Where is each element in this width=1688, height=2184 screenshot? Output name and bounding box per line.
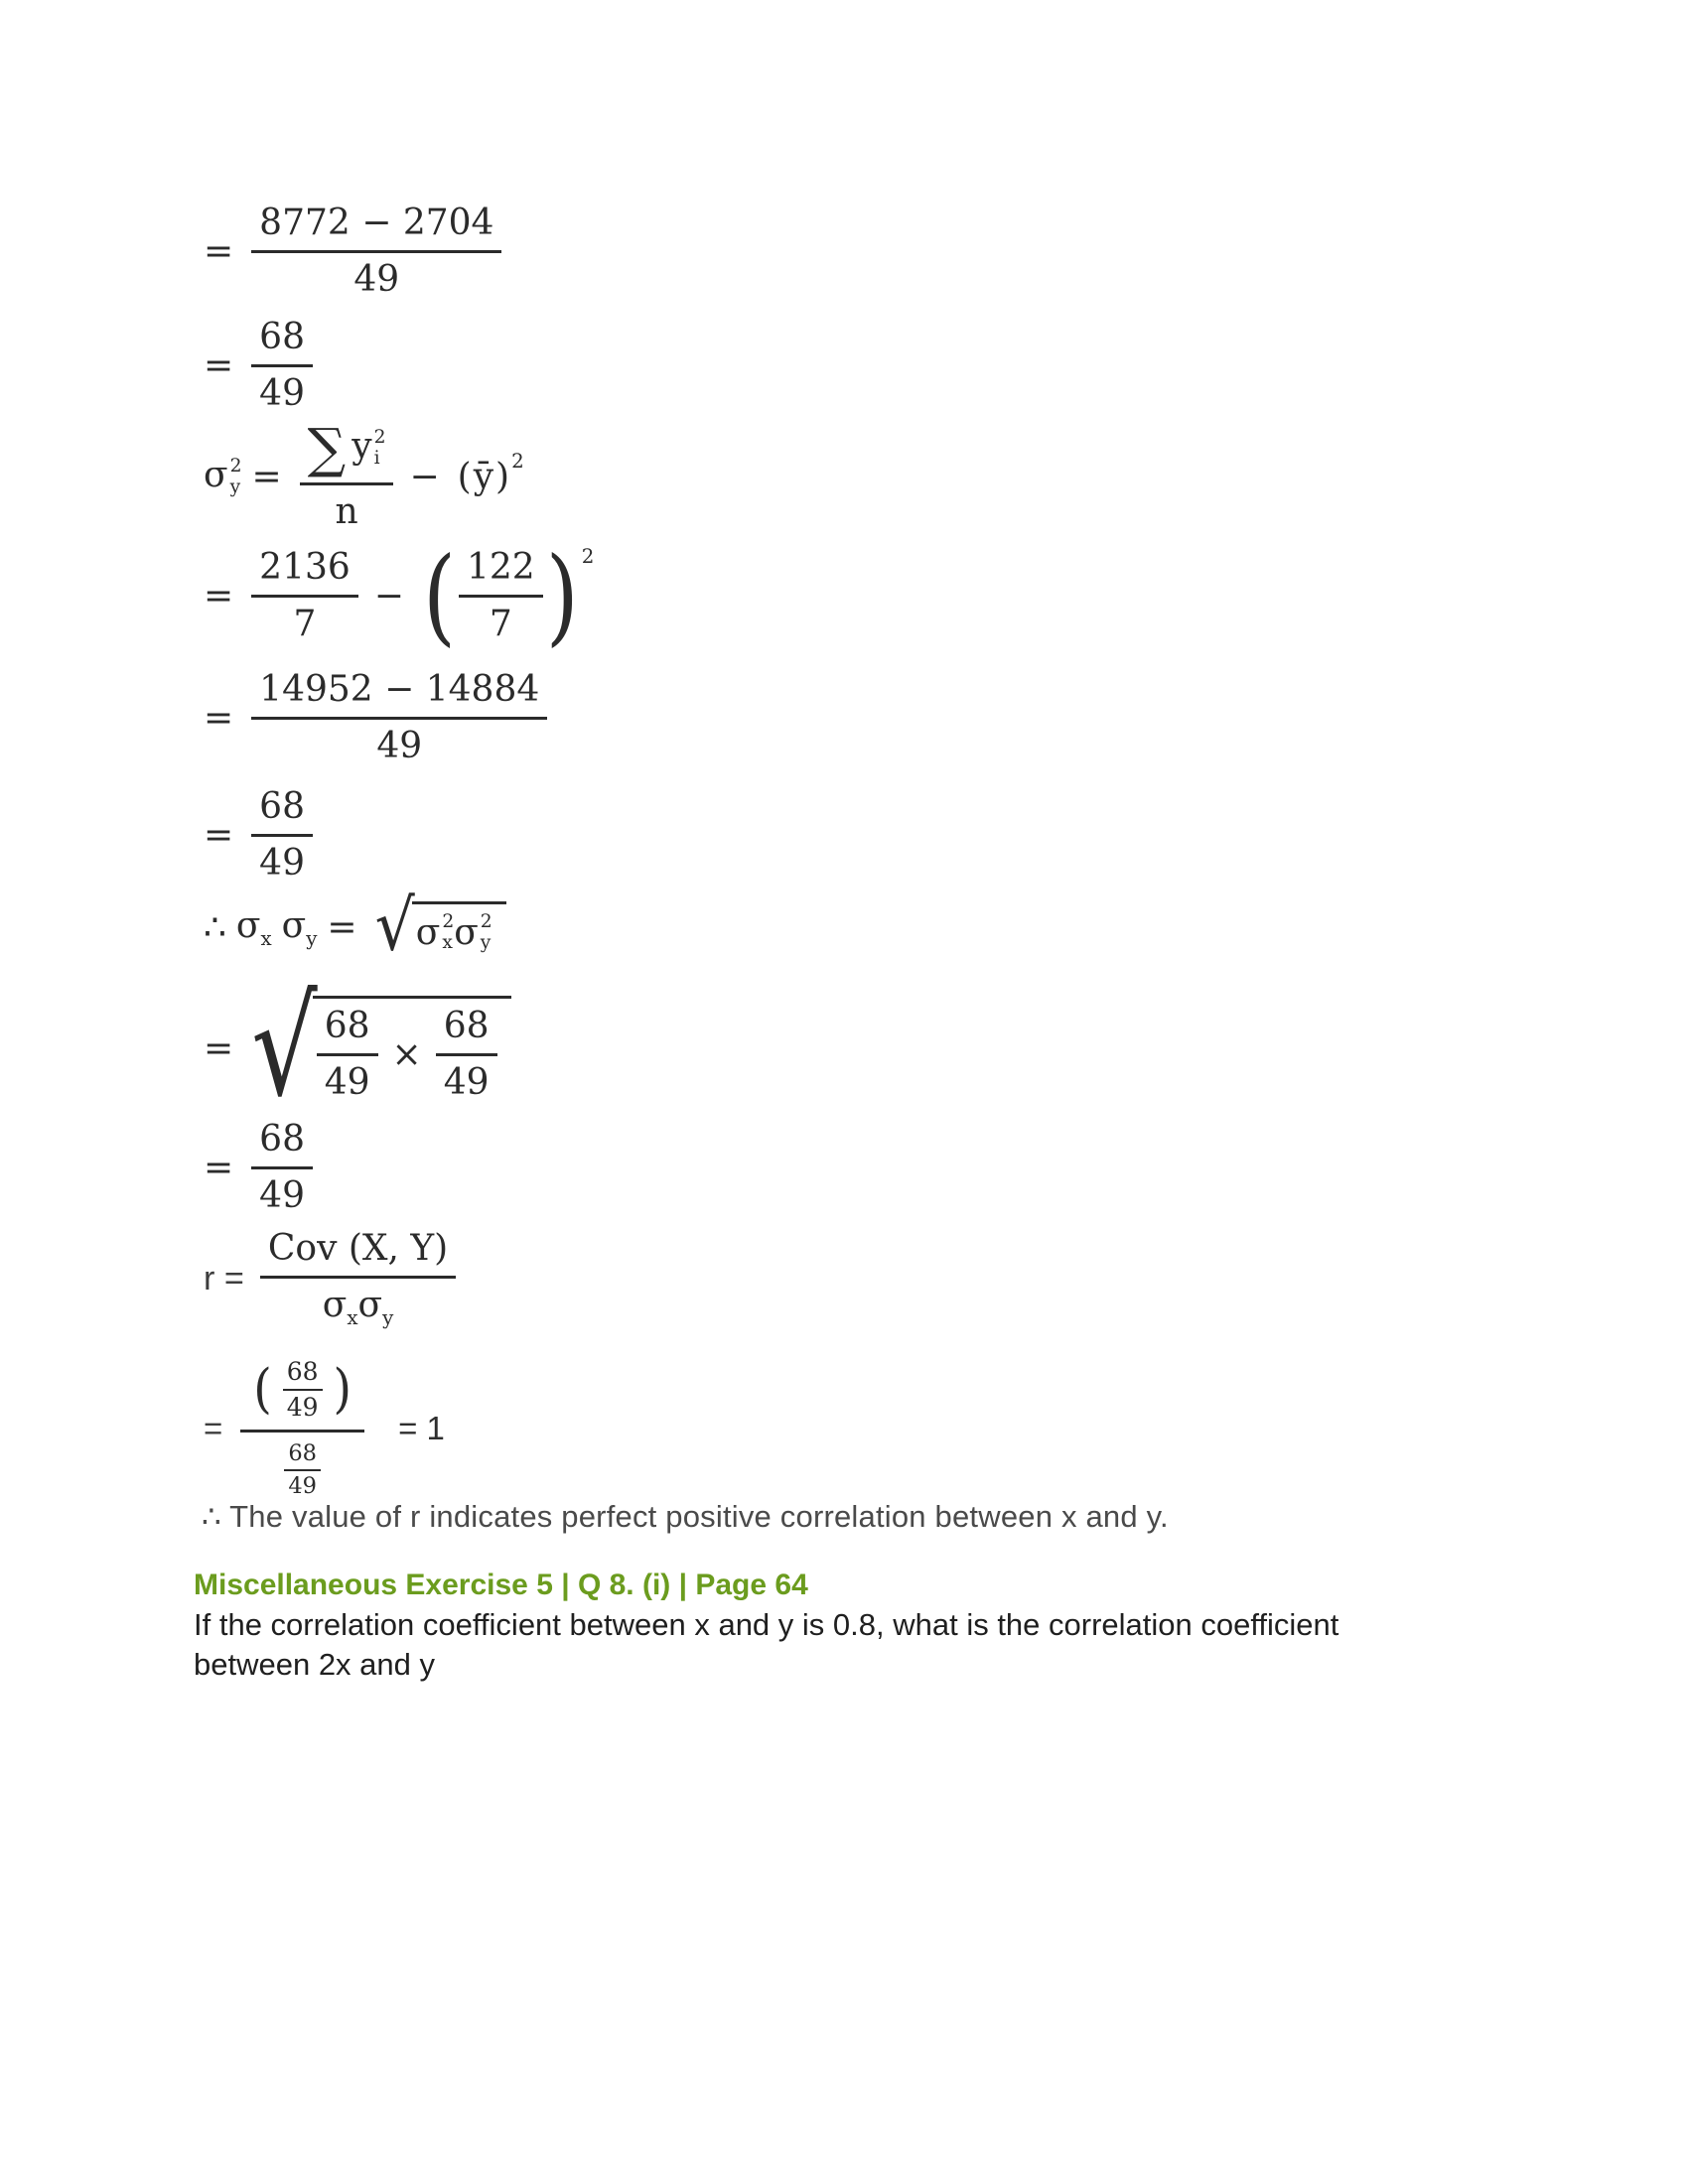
- sigma-symbol: σ: [235, 904, 261, 946]
- open-paren: (: [253, 1358, 272, 1420]
- sup-sub-stack: [230, 457, 242, 498]
- radicand: [412, 901, 506, 954]
- fraction: [283, 1358, 323, 1421]
- exponent: 2: [581, 544, 595, 568]
- open-paren: (: [422, 533, 456, 657]
- superscript: 2: [480, 911, 492, 932]
- equals-sign: =: [204, 1409, 223, 1446]
- fraction: [251, 204, 501, 299]
- equals-sign: =: [251, 456, 282, 497]
- question-line-2: between 2x and y: [194, 1647, 436, 1682]
- fraction-numerator: 68: [259, 786, 305, 827]
- equation-step-7: [204, 885, 506, 966]
- equals-sign: =: [204, 814, 234, 856]
- fraction-denominator: [260, 1276, 456, 1329]
- subscript: i: [373, 448, 380, 469]
- y-bar-symbol: ȳ: [473, 456, 494, 497]
- fraction-numerator: [240, 1358, 364, 1430]
- equals-sign: =: [204, 230, 234, 272]
- y-symbol: y: [352, 426, 372, 467]
- fraction-numerator: 68: [288, 1440, 317, 1466]
- fraction: [459, 548, 543, 643]
- radical-icon: √: [251, 968, 318, 1127]
- exponent: 2: [511, 449, 524, 473]
- multiply-sign: ×: [391, 1033, 422, 1075]
- equation-step-4: [204, 533, 595, 657]
- sigma-x-term: [236, 905, 272, 950]
- equation-step-11: [204, 1358, 445, 1499]
- fraction-numerator: 68: [286, 1357, 319, 1386]
- fraction-numerator: 8772 − 2704: [259, 203, 494, 243]
- subscript: x: [260, 927, 272, 951]
- subscript: y: [306, 927, 318, 951]
- sigma-symbol: σ: [415, 912, 441, 954]
- therefore-symbol: ∴: [204, 906, 226, 948]
- minus-sign: −: [373, 575, 404, 616]
- superscript: 2: [229, 456, 242, 478]
- fraction-denominator: [240, 1430, 364, 1499]
- equation-step-5: [204, 670, 547, 765]
- fraction-denominator: 49: [284, 1469, 321, 1499]
- equation-step-9: [204, 1120, 313, 1215]
- subscript: y: [480, 931, 492, 953]
- equation-step-8: [204, 968, 511, 1127]
- subscript: y: [229, 477, 241, 498]
- fraction-denominator: 49: [251, 364, 313, 414]
- fraction: [317, 1007, 378, 1102]
- fraction: [251, 548, 358, 643]
- close-paren: ): [545, 533, 579, 657]
- equation-step-2: [204, 318, 313, 413]
- close-paren: ): [495, 456, 510, 497]
- fraction-denominator: 49: [317, 1053, 378, 1103]
- equation-step-3: [204, 417, 524, 532]
- minus-sign: −: [409, 456, 440, 497]
- conclusion-text: ∴ The value of r indicates perfect positive correlation between x and y.: [202, 1499, 1169, 1534]
- fraction-denominator: 49: [251, 250, 501, 300]
- fraction-denominator: 7: [251, 595, 358, 644]
- fraction-numerator: 68: [324, 1006, 370, 1046]
- fraction-denominator: 7: [459, 595, 543, 644]
- equation-step-1: [204, 204, 501, 299]
- subscript: x: [347, 1305, 358, 1329]
- equals-sign: =: [204, 575, 234, 616]
- exercise-reference-heading: Miscellaneous Exercise 5 | Q 8. (i) | Page 64: [194, 1569, 808, 1601]
- fraction-numerator: Cov (X, Y): [267, 1228, 449, 1269]
- fraction-denominator: 49: [251, 834, 313, 884]
- equals-sign: =: [204, 1028, 234, 1070]
- superscript: 2: [373, 427, 386, 449]
- equation-step-6: [204, 787, 313, 883]
- sigma-sum-icon: ∑: [307, 417, 347, 479]
- fraction: [251, 318, 313, 413]
- fraction: [251, 787, 313, 883]
- fraction-numerator: 122: [466, 547, 535, 588]
- sigma-y-squared-term: [204, 455, 241, 498]
- sigma-symbol: σ: [357, 1284, 383, 1325]
- fraction-numerator: [300, 417, 394, 482]
- sigma-symbol: σ: [322, 1284, 348, 1325]
- r-equals-label: r =: [204, 1259, 244, 1297]
- equals-one-result: = 1: [398, 1409, 445, 1446]
- subscript: x: [442, 931, 453, 953]
- sup-sub-stack: [374, 428, 386, 470]
- equals-sign: =: [204, 1147, 234, 1188]
- radical-icon: √: [374, 885, 415, 966]
- fraction-numerator: 14952 − 14884: [259, 669, 540, 710]
- equals-sign: =: [204, 697, 234, 739]
- square-root: [251, 968, 510, 1127]
- fraction: [251, 670, 547, 765]
- sigma-symbol: σ: [204, 455, 228, 496]
- close-paren: ): [333, 1358, 352, 1420]
- fraction-numerator: 68: [259, 317, 305, 357]
- fraction: [300, 417, 394, 532]
- subscript: y: [382, 1305, 394, 1329]
- fraction-numerator: 68: [443, 1006, 490, 1046]
- fraction-denominator: 49: [283, 1389, 323, 1422]
- fraction-denominator: n: [300, 482, 394, 532]
- fraction-numerator: 2136: [259, 547, 351, 588]
- fraction-numerator: 68: [259, 1119, 305, 1160]
- equals-sign: =: [204, 344, 234, 386]
- fraction-denominator: 49: [436, 1053, 497, 1103]
- square-root: [374, 885, 506, 966]
- sigma-y-term: [282, 905, 318, 950]
- fraction: [284, 1441, 321, 1499]
- fraction-denominator: 49: [251, 717, 547, 766]
- compound-fraction: [240, 1358, 364, 1499]
- radicand: [313, 996, 511, 1102]
- question-text: [194, 1605, 1338, 1685]
- sigma-symbol: σ: [454, 912, 479, 954]
- open-paren: (: [457, 456, 472, 497]
- superscript: 2: [442, 911, 455, 932]
- fraction: [251, 1120, 313, 1215]
- equals-sign: =: [327, 906, 357, 948]
- sup-sub-stack: [442, 912, 454, 954]
- question-line-1: If the correlation coefficient between x and y is 0.8, what is the correlation coefficient: [194, 1607, 1339, 1642]
- fraction-denominator: 49: [251, 1166, 313, 1216]
- sigma-symbol: σ: [281, 904, 307, 946]
- fraction: [260, 1229, 456, 1329]
- equation-step-10: [204, 1229, 456, 1329]
- sup-sub-stack: [481, 912, 492, 954]
- fraction: [436, 1007, 497, 1102]
